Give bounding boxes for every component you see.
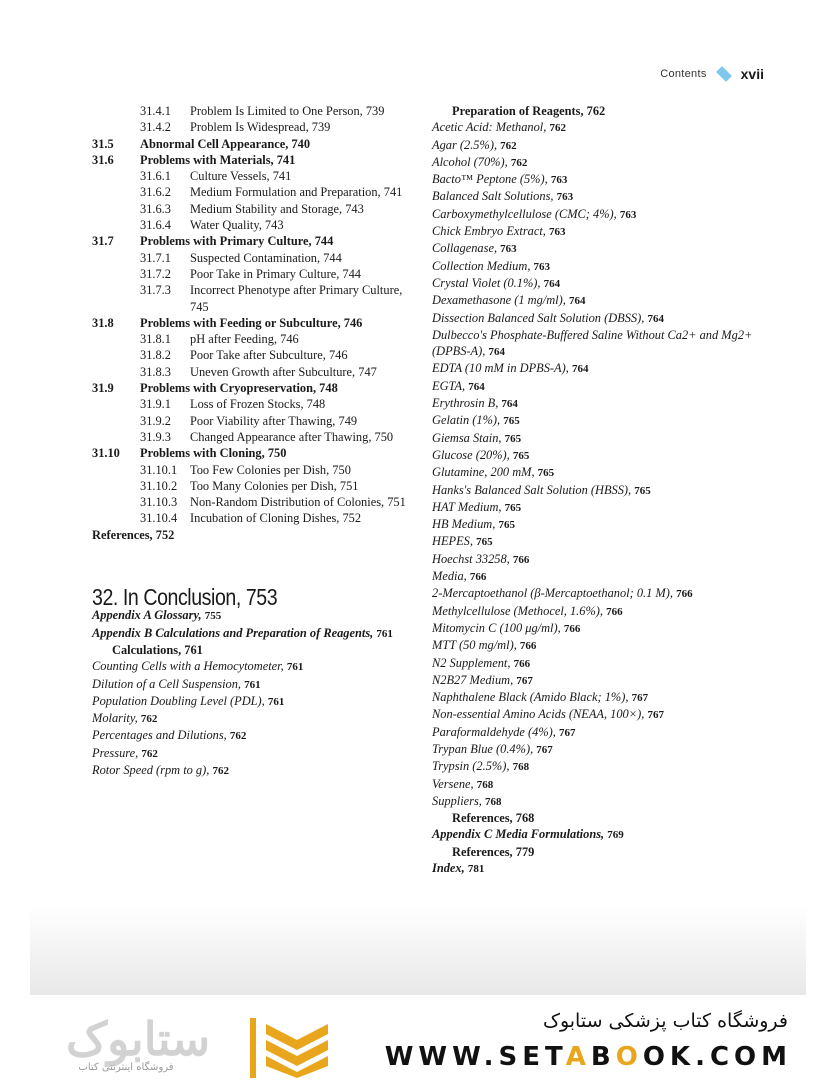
toc-item: 2-Mercaptoethanol (β-Mercaptoethanol; 0.1 M), 766: [432, 586, 693, 601]
toc-item: Carboxymethylcellulose (CMC; 4%), 763: [432, 206, 637, 221]
toc-item: Glucose (20%), 765: [432, 447, 530, 462]
toc-item: Mitomycin C (100 μg/ml), 766: [432, 620, 581, 635]
toc-section-entry: 31.5 Abnormal Cell Appearance, 740: [92, 136, 311, 151]
toc-item: Collection Medium, 763: [432, 258, 551, 273]
toc-subsection-entry: 31.6.3 Medium Stability and Storage, 743: [140, 201, 364, 216]
toc-item: Dissection Balanced Salt Solution (DBSS), 764: [432, 310, 664, 325]
header-label: Contents: [660, 68, 707, 80]
toc-item: Balanced Salt Solutions, 763: [432, 189, 574, 204]
setabook-logo: ستابوک فروشگاه اینترنتی کتاب: [66, 1013, 211, 1073]
toc-item: Chick Embryo Extract, 763: [432, 224, 566, 239]
toc-item: Glutamine, 200 mM, 765: [432, 465, 555, 480]
toc-item: Rotor Speed (rpm to g), 762: [92, 762, 229, 777]
toc-subsection-entry: 31.6.2 Medium Formulation and Preparation, 741: [140, 185, 403, 200]
toc-subsection-entry: 31.4.2 Problem Is Widespread, 739: [140, 120, 331, 135]
chapter-heading: 32. In Conclusion, 753: [92, 584, 278, 611]
toc-item: Versene, 768: [432, 776, 494, 791]
references-entry-2: References, 779: [452, 844, 535, 859]
toc-subsection-entry: 31.7.3 Incorrect Phenotype after Primary Culture, 745: [140, 283, 403, 314]
toc-section-entry: 31.6 Problems with Materials, 741: [92, 152, 296, 167]
toc-item: Trypan Blue (0.4%), 767: [432, 741, 553, 756]
toc-item: Trypsin (2.5%), 768: [432, 759, 530, 774]
toc-item: N2B27 Medium, 767: [432, 672, 533, 687]
appendix-a-entry: Appendix A Glossary, 755: [92, 608, 222, 623]
shop-url: WWW.SETABOOK.COM: [384, 1042, 792, 1072]
toc-subsection-entry: 31.10.1 Too Few Colonies per Dish, 750: [140, 462, 351, 477]
page-number: xvii: [740, 66, 764, 82]
toc-subsection-entry: 31.8.1 pH after Feeding, 746: [140, 332, 299, 347]
toc-subsection-entry: 31.9.3 Changed Appearance after Thawing, 750: [140, 429, 394, 444]
chevron-logo-icon: [250, 1018, 328, 1078]
toc-item: HAT Medium, 765: [432, 499, 522, 514]
diamond-icon: [716, 66, 732, 82]
toc-item: Pressure, 762: [92, 745, 158, 760]
toc-section-entry: 31.7 Problems with Primary Culture, 744: [92, 234, 334, 249]
toc-item: Acetic Acid: Methanol, 762: [432, 120, 566, 135]
toc-subsection-entry: 31.8.2 Poor Take after Subculture, 746: [140, 348, 348, 363]
toc-item: Erythrosin B, 764: [432, 396, 518, 411]
toc-subsection-entry: 31.7.2 Poor Take in Primary Culture, 744: [140, 266, 361, 281]
references-entry: References, 752: [92, 527, 175, 542]
reagents-list: [432, 119, 772, 810]
toc-subsection-entry: 31.9.2 Poor Viability after Thawing, 749: [140, 413, 358, 428]
preparation-heading: Preparation of Reagents, 762: [452, 104, 606, 118]
toc-item: Gelatin (1%), 765: [432, 413, 520, 428]
shop-name: فروشگاه کتاب پزشکی ستابوک: [542, 1010, 788, 1032]
toc-item: Crystal Violet (0.1%), 764: [432, 275, 561, 290]
toc-item: Population Doubling Level (PDL), 761: [92, 693, 285, 708]
toc-item: HEPES, 765: [432, 534, 493, 549]
toc-chapter-31-list: [92, 103, 412, 527]
toc-subsection-entry: 31.8.3 Uneven Growth after Subculture, 747: [140, 364, 377, 379]
toc-subsection-entry: 31.10.3 Non-Random Distribution of Colonies, 751: [140, 495, 406, 510]
toc-item: HB Medium, 765: [432, 517, 515, 532]
toc-item: Hoechst 33258, 766: [432, 551, 530, 566]
toc-section-entry: 31.9 Problems with Cryopreservation, 748: [92, 381, 338, 396]
toc-subsection-entry: 31.6.4 Water Quality, 743: [140, 218, 284, 233]
appendix-c-entry: Appendix C Media Formulations, 769: [432, 827, 624, 842]
toc-item: Giemsa Stain, 765: [432, 430, 522, 445]
right-column: [432, 103, 772, 877]
toc-item: Counting Cells with a Hemocytometer, 761: [92, 659, 304, 674]
toc-item: Percentages and Dilutions, 762: [92, 728, 247, 743]
toc-item: Dulbecco's Phosphate-Buffered Saline Without Ca2+ and Mg2+ (DPBS-A), 764: [432, 327, 753, 359]
toc-item: EGTA, 764: [432, 378, 485, 393]
toc-subsection-entry: 31.10.2 Too Many Colonies per Dish, 751: [140, 478, 359, 493]
left-column: [92, 103, 412, 779]
index-entry: Index, 781: [432, 861, 485, 876]
toc-section-entry: 31.10 Problems with Cloning, 750: [92, 446, 287, 461]
toc-item: Dexamethasone (1 mg/ml), 764: [432, 293, 586, 308]
calculations-list: [92, 658, 412, 779]
toc-subsection-entry: 31.4.1 Problem Is Limited to One Person, 739: [140, 104, 385, 118]
toc-subsection-entry: 31.6.1 Culture Vessels, 741: [140, 169, 292, 184]
toc-item: Collagenase, 763: [432, 241, 517, 256]
toc-item: Bacto™ Peptone (5%), 763: [432, 172, 568, 187]
page-shadow: [30, 905, 806, 995]
toc-item: Paraformaldehyde (4%), 767: [432, 724, 576, 739]
calculations-heading: Calculations, 761: [112, 642, 203, 657]
toc-subsection-entry: 31.7.1 Suspected Contamination, 744: [140, 250, 342, 265]
toc-subsection-entry: 31.9.1 Loss of Frozen Stocks, 748: [140, 397, 326, 412]
toc-item: Alcohol (70%), 762: [432, 154, 528, 169]
toc-item: Dilution of a Cell Suspension, 761: [92, 676, 261, 691]
toc-item: Naphthalene Black (Amido Black; 1%), 767: [432, 690, 649, 705]
toc-item: Methylcellulose (Methocel, 1.6%), 766: [432, 603, 623, 618]
toc-item: Suppliers, 768: [432, 793, 502, 808]
references-entry-1: References, 768: [452, 811, 535, 826]
toc-item: Hanks's Balanced Salt Solution (HBSS), 765: [432, 482, 651, 497]
toc-section-entry: 31.8 Problems with Feeding or Subculture, 746: [92, 315, 363, 330]
toc-item: Media, 766: [432, 569, 487, 584]
toc-item: Non-essential Amino Acids (NEAA, 100×), 767: [432, 707, 664, 722]
toc-item: Molarity, 762: [92, 711, 158, 726]
toc-subsection-entry: 31.10.4 Incubation of Cloning Dishes, 752: [140, 511, 362, 526]
appendix-b-entry: Appendix B Calculations and Preparation of Reagents, 761: [92, 625, 393, 640]
running-header: [660, 66, 764, 82]
toc-item: MTT (50 mg/ml), 766: [432, 638, 537, 653]
toc-item: Agar (2.5%), 762: [432, 137, 517, 152]
toc-item: N2 Supplement, 766: [432, 655, 531, 670]
toc-item: EDTA (10 mM in DPBS-A), 764: [432, 361, 589, 376]
